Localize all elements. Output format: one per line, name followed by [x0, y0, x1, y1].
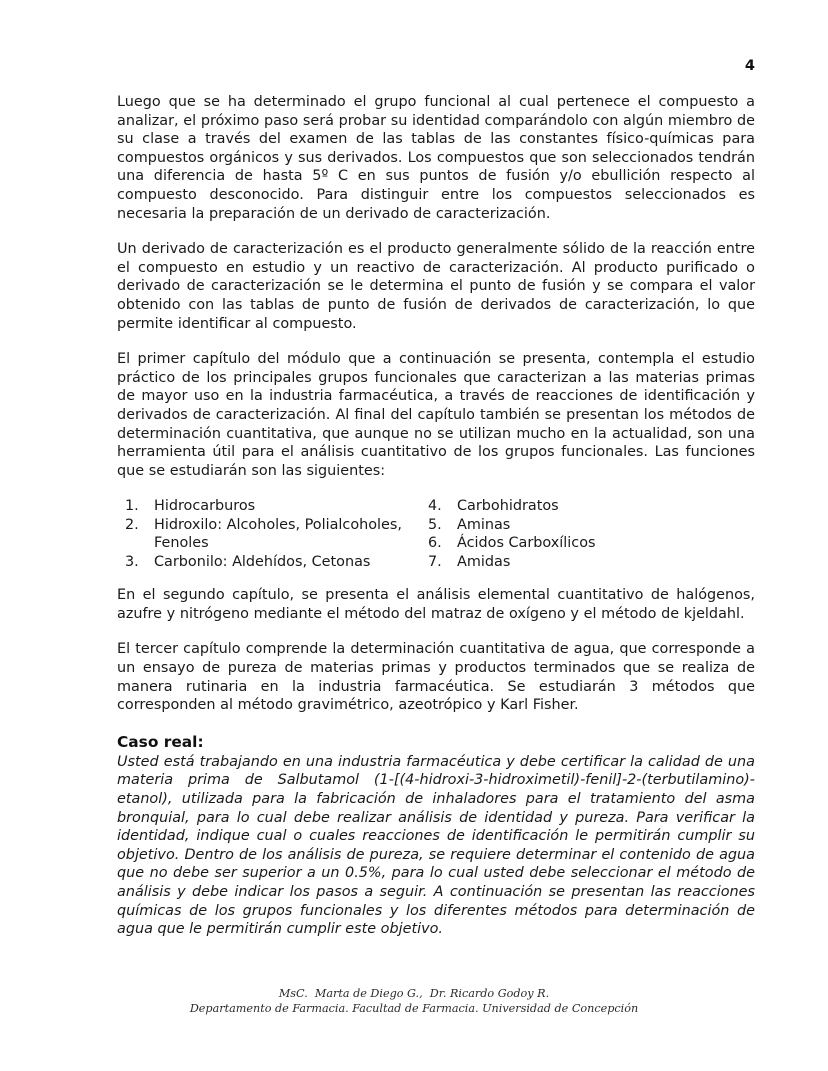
- list-item-number: 7.: [428, 554, 442, 571]
- list-item-label: Hidroxilo: Alcoholes, Polialcoholes, Fenoles: [154, 516, 402, 552]
- functional-groups-column-2: [428, 497, 728, 571]
- list-item-label: Carbonilo: Aldehídos, Cetonas: [154, 554, 371, 571]
- paragraph-chapter-3: El tercer capítulo comprende la determinación cuantitativa de agua, que corresponde a un ensayo de pureza de materias primas y productos terminados que se realiza de manera rutinaria en la industria farmacéutica. Se estudiarán 3 métodos que corresponden al método gravimétrico, azeotrópico y Karl Fisher.: [117, 641, 755, 714]
- list-item-label: Amidas: [457, 554, 511, 571]
- list-item-number: 4.: [428, 498, 442, 515]
- list-item: [125, 516, 425, 553]
- list-item-number: 5.: [428, 516, 442, 533]
- footer-authors: MsC. Marta de Diego G., Dr. Ricardo Godoy R.: [278, 987, 550, 1000]
- functional-groups-column-1: [125, 497, 425, 571]
- paragraph-chapter-2: En el segundo capítulo, se presenta el análisis elemental cuantitativo de halógenos, azufre y nitrógeno mediante el método del matraz de oxígeno y el método de kjeldahl.: [117, 587, 755, 622]
- list-item-number: 2.: [125, 516, 139, 533]
- list-item-label: Ácidos Carboxílicos: [457, 535, 596, 552]
- paragraph-intro-3: El primer capítulo del módulo que a continuación se presenta, contempla el estudio práctico de los principales grupos funcionales que caracterizan a las materias primas de mayor uso en la industria farmacéutica, a través de reacciones de identificación y derivados de caracterización. Al final del capítulo también se presentan los métodos de determinación cuantitativa, que aunque no se utilizan mucho en la actualidad, son una herramienta útil para el análisis cuantitativo de los grupos funcionales. Las funciones que se estudiarán son las siguientes:: [117, 351, 755, 479]
- list-item-number: 3.: [125, 554, 139, 571]
- caso-real-heading: Caso real:: [117, 732, 204, 751]
- page-footer: [0, 986, 828, 1016]
- page-number: 4: [744, 58, 755, 74]
- paragraph-intro-1: Luego que se ha determinado el grupo funcional al cual pertenece el compuesto a analizar, el próximo paso será probar su identidad comparándolo con algún miembro de su clase a través del examen de las tablas de las constantes físico-químicas para compuestos orgánicos y sus derivados. Los compuestos que son seleccionados tendrán una diferencia de hasta 5º C en sus puntos de fusión y/o ebullición respecto al compuesto desconocido. Para distinguir entre los compuestos seleccionados es necesaria la preparación de un derivado de caracterización.: [117, 94, 755, 222]
- list-item-label: Aminas: [457, 516, 511, 533]
- list-item-label: Hidrocarburos: [154, 498, 256, 515]
- list-item-number: 6.: [428, 535, 442, 552]
- list-item-number: 1.: [125, 498, 139, 515]
- list-item: [428, 534, 728, 553]
- caso-real-text: Usted está trabajando en una industria farmacéutica y debe certificar la calidad de una materia prima de Salbutamol (1-[(4-hidroxi-3-hidroximetil)-fenil]-2-(terbutilamino)-etanol), utilizada para la fabricación de inhaladores para el tratamiento del asma bronquial, para lo cual debe realizar análisis de identidad y pureza. Para verificar la identidad, indique cual o cuales reacciones de identificación le permitirán cumplir su objetivo. Dentro de los análisis de pureza, se requiere determinar el contenido de agua que no debe ser superior a un 0.5%, para lo cual usted debe seleccionar el método de análisis y debe indicar los pasos a seguir. A continuación se presentan las reacciones químicas de los grupos funcionales y los diferentes métodos para determinación de agua que le permitirán cumplir este objetivo.: [117, 753, 755, 938]
- list-item-label: Carbohidratos: [457, 498, 559, 515]
- list-item: [428, 553, 728, 572]
- list-item: [428, 516, 728, 535]
- list-item: [428, 497, 728, 516]
- document-body: [117, 93, 755, 939]
- paragraph-intro-2: Un derivado de caracterización es el producto generalmente sólido de la reacción entre el compuesto en estudio y un reactivo de caracterización. Al producto purificado o derivado de caracterización se le determina el punto de fusión y se compara el valor obtenido con las tablas de punto de fusión de derivados de caracterización, lo que permite identificar al compuesto.: [117, 241, 755, 332]
- list-item: [125, 497, 425, 516]
- functional-groups-list: [117, 497, 755, 569]
- list-item: [125, 553, 425, 572]
- footer-affiliation: Departamento de Farmacia. Facultad de Farmacia. Universidad de Concepción: [189, 1002, 639, 1015]
